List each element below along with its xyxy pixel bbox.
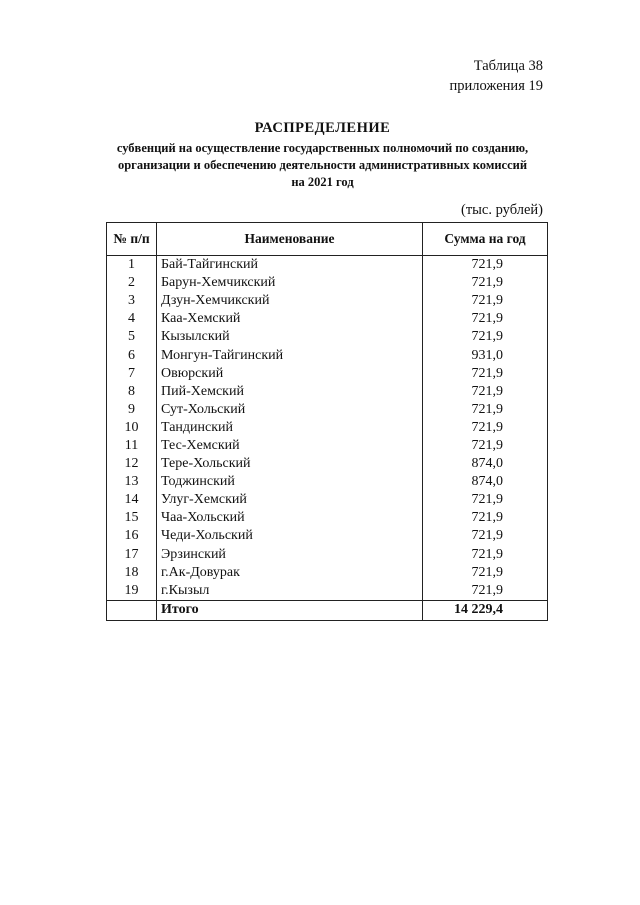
row-sum: 721,9 [423,527,548,545]
row-sum: 721,9 [423,328,548,346]
row-sum: 721,9 [423,310,548,328]
header-name: Наименование [157,223,423,256]
row-sum: 721,9 [423,274,548,292]
row-number: 5 [107,328,157,346]
row-name: Пий-Хемский [157,383,423,401]
row-name: Тес-Хемский [157,437,423,455]
row-name: Тоджинский [157,473,423,491]
total-label: Итого [157,600,423,620]
table-row [107,365,548,383]
table-row [107,383,548,401]
row-name: Эрзинский [157,546,423,564]
row-number: 19 [107,582,157,601]
subtitle-line: на 2021 год [291,175,354,189]
document-heading [95,118,550,191]
table-header-row [107,223,548,256]
table-row [107,419,548,437]
units-label: (тыс. рублей) [461,202,543,218]
row-number: 14 [107,491,157,509]
table-row [107,509,548,527]
row-sum: 721,9 [423,491,548,509]
row-number: 8 [107,383,157,401]
row-number: 12 [107,455,157,473]
row-number: 17 [107,546,157,564]
row-name: Бай-Тайгинский [157,256,423,275]
row-number: 10 [107,419,157,437]
table-row [107,582,548,601]
row-number: 1 [107,256,157,275]
table-row [107,346,548,364]
table-row [107,401,548,419]
row-sum: 721,9 [423,256,548,275]
row-number: 11 [107,437,157,455]
row-name: г.Ак-Довурак [157,564,423,582]
table-row [107,437,548,455]
row-sum: 721,9 [423,437,548,455]
row-sum: 721,9 [423,546,548,564]
total-sum: 14 229,4 [423,600,548,620]
row-name: Монгун-Тайгинский [157,346,423,364]
table-row [107,274,548,292]
row-sum: 721,9 [423,383,548,401]
row-sum: 721,9 [423,509,548,527]
table-body [107,256,548,621]
row-name: Тере-Хольский [157,455,423,473]
table-row [107,328,548,346]
row-number: 2 [107,274,157,292]
row-sum: 721,9 [423,292,548,310]
row-name: Сут-Хольский [157,401,423,419]
subtitle-line: организации и обеспечению деятельности административных комиссий [117,158,528,172]
row-number: 3 [107,292,157,310]
row-sum: 721,9 [423,419,548,437]
appendix-number: приложения 19 [449,78,543,94]
header-sum: Сумма на год [423,223,548,256]
table-reference [450,56,543,96]
table-number: Таблица 38 [473,58,543,74]
table-row [107,256,548,275]
table-row [107,527,548,545]
row-sum: 874,0 [423,473,548,491]
table-row [107,473,548,491]
row-name: Каа-Хемский [157,310,423,328]
total-row [107,600,548,620]
row-number: 6 [107,346,157,364]
row-number: 18 [107,564,157,582]
row-name: Барун-Хемчикский [157,274,423,292]
row-number: 9 [107,401,157,419]
row-sum: 721,9 [423,564,548,582]
row-number: 15 [107,509,157,527]
document-subtitle [95,140,550,191]
distribution-table [106,222,548,621]
document-title: РАСПРЕДЕЛЕНИЕ [254,120,391,136]
row-number: 16 [107,527,157,545]
row-sum: 931,0 [423,346,548,364]
row-name: Улуг-Хемский [157,491,423,509]
table-row [107,292,548,310]
row-number: 13 [107,473,157,491]
header-num: № п/п [107,223,157,256]
total-blank-cell [107,600,157,620]
row-sum: 721,9 [423,582,548,601]
table-row [107,455,548,473]
row-sum: 721,9 [423,365,548,383]
row-name: Тандинский [157,419,423,437]
row-number: 4 [107,310,157,328]
table-row [107,491,548,509]
row-name: Кызылский [157,328,423,346]
table-row [107,546,548,564]
table-row [107,310,548,328]
row-sum: 874,0 [423,455,548,473]
row-name: Чаа-Хольский [157,509,423,527]
row-sum: 721,9 [423,401,548,419]
row-name: Дзун-Хемчикский [157,292,423,310]
row-name: Овюрский [157,365,423,383]
table-row [107,564,548,582]
row-number: 7 [107,365,157,383]
subtitle-line: субвенций на осуществление государственных полномочий по созданию, [116,141,529,155]
row-name: Чеди-Хольский [157,527,423,545]
row-name: г.Кызыл [157,582,423,601]
